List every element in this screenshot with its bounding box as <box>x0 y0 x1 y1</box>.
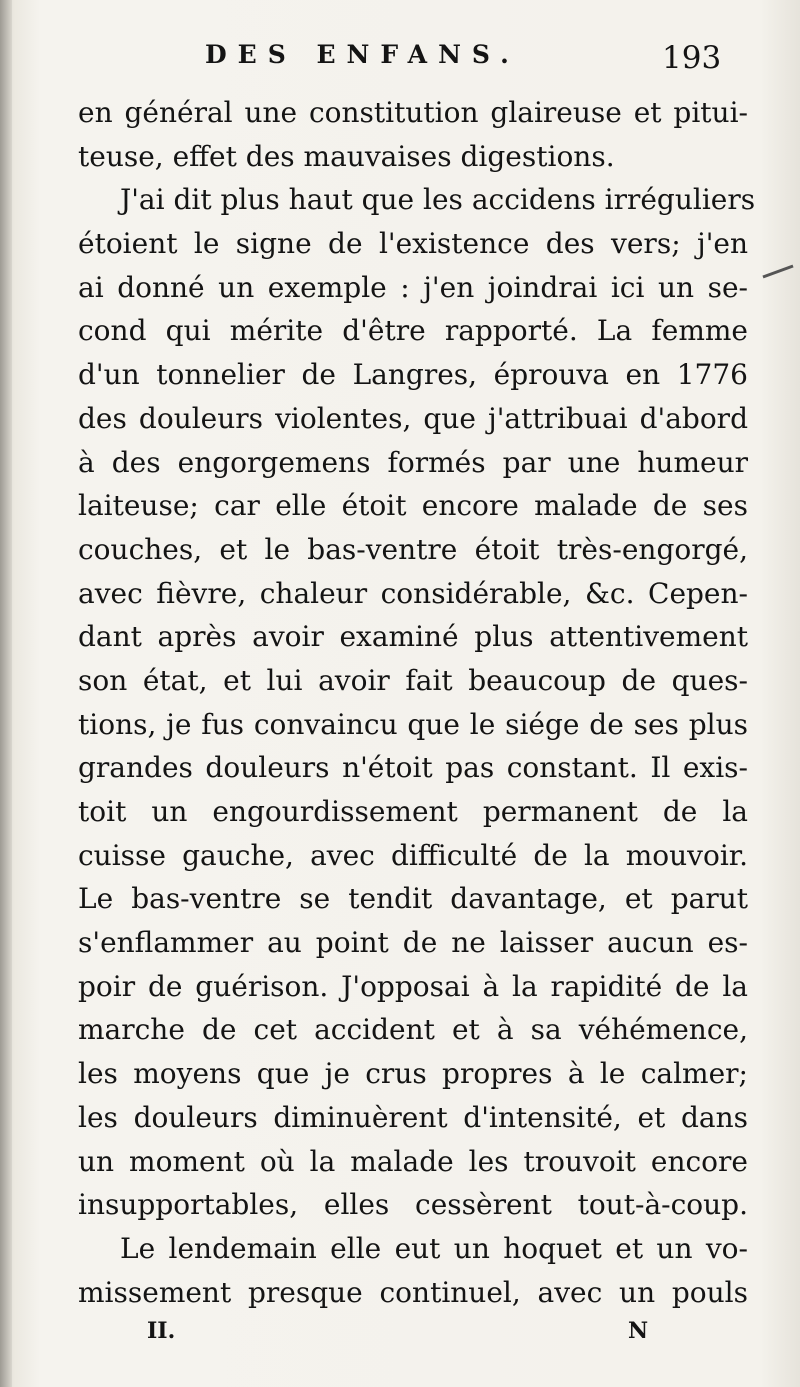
text-line: missement presque continuel, avec un pouls <box>78 1275 748 1309</box>
text-line: marche de cet accident et à sa véhémence, <box>78 1013 748 1047</box>
text-line: Le lendemain elle eut un hoquet et un vo- <box>120 1231 748 1265</box>
text-line: cuisse gauche, avec difficulté de la mouvoir. <box>78 838 748 872</box>
text-line: J'ai dit plus haut que les accidens irréguliers <box>120 183 756 217</box>
text-line: cond qui mérite d'être rapporté. La femme <box>78 314 748 348</box>
text-line: avec fièvre, chaleur considérable, &c. Cepen- <box>78 576 748 610</box>
text-line: son état, et lui avoir fait beaucoup de ques- <box>78 663 748 697</box>
text-line: étoient le signe de l'existence des vers; j'en <box>78 227 748 261</box>
running-head: DES ENFANS. <box>205 40 520 69</box>
body-text <box>78 91 756 1314</box>
margin-pencil-mark <box>762 265 793 279</box>
text-line: s'enflammer au point de ne laisser aucun es- <box>78 926 748 960</box>
text-line: dant après avoir examiné plus attentivement <box>78 620 748 654</box>
text-line: Le bas-ventre se tendit davantage, et parut <box>78 882 748 916</box>
text-line: d'un tonnelier de Langres, éprouva en 1776 <box>78 358 748 392</box>
text-line: poir de guérison. J'opposai à la rapidité de la <box>78 969 748 1003</box>
text-line: insupportables, elles cessèrent tout-à-coup. <box>78 1188 748 1222</box>
text-line: à des engorgemens formés par une humeur <box>78 445 748 479</box>
sheet-letter: N <box>628 1318 649 1344</box>
text-line: laiteuse; car elle étoit encore malade de ses <box>78 489 748 523</box>
page-binding-edge <box>0 0 12 1387</box>
text-line: les moyens que je crus propres à le calmer; <box>78 1057 748 1091</box>
text-line: un moment où la malade les trouvoit encore <box>78 1144 748 1178</box>
text-line: en général une constitution glaireuse et pitui- <box>78 96 748 129</box>
text-line: des douleurs violentes, que j'attribuai d'abord <box>78 401 748 435</box>
text-line: les douleurs diminuèrent d'intensité, et dans <box>78 1100 748 1134</box>
text-line: grandes douleurs n'étoit pas constant. Il exis- <box>78 751 748 785</box>
text-line: tions, je fus convaincu que le siége de ses plus <box>78 707 748 741</box>
text-line: couches, et le bas-ventre étoit très-engorgé, <box>78 532 748 566</box>
signature-mark: II. <box>147 1318 176 1344</box>
text-line: ai donné un exemple : j'en joindrai ici un se- <box>78 270 748 304</box>
text-line: toit un engourdissement permanent de la <box>78 795 748 828</box>
page-number: 193 <box>662 40 722 76</box>
text-line: teuse, effet des mauvaises digestions. <box>78 139 615 173</box>
